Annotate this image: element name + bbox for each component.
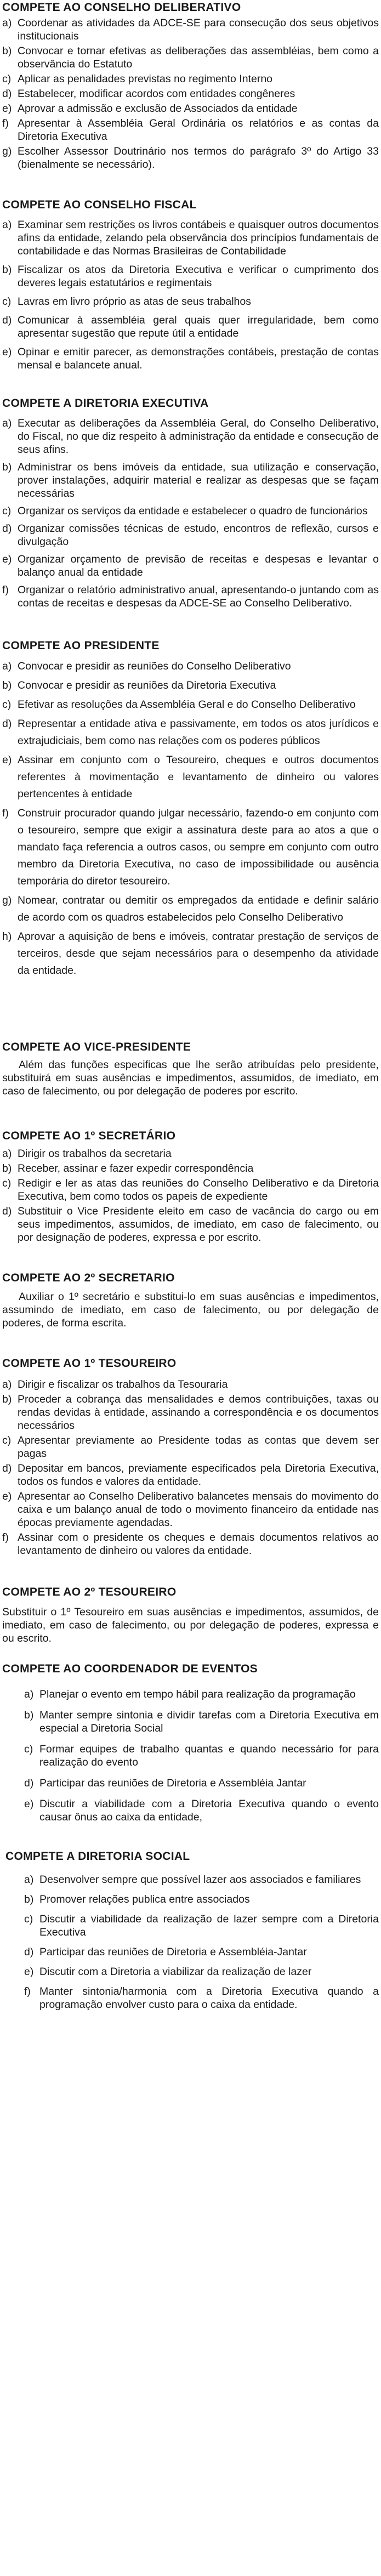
list-item — [2, 504, 379, 518]
section-primeiro-tesoureiro — [2, 1357, 379, 1557]
list-item — [2, 892, 379, 926]
item-text: Proceder a cobrança das mensalidades e demos contribuições, taxas ou rendas devidas à entidade, assinando a correspondência e os documentos necessários — [18, 1393, 379, 1432]
item-label: d) — [2, 1462, 12, 1474]
list-item — [2, 117, 379, 143]
list-item — [2, 553, 379, 579]
item-label: a) — [2, 660, 12, 672]
item-label: e) — [2, 103, 12, 115]
section-title: COMPETE AO 2º SECRETARIO — [2, 1272, 175, 1284]
item-text: Discutir com a Diretoria a viabilizar da realização de lazer — [39, 1966, 312, 1978]
list-item — [2, 696, 379, 713]
item-text: Construir procurador quando julgar necessário, fazendo-o em conjunto com o tesoureiro, sempre que exigir a assinatura deste para ao atos a que o mandato faça referencia a outros casos, ou sempre em conjunto com outro membro da Diretoria Executiva, no caso de impossibilidade ou ausência temporária do diretor tesoureiro. — [18, 807, 379, 887]
list-item — [2, 417, 379, 456]
item-label: f) — [2, 1531, 9, 1544]
section-coordenador-eventos — [2, 1663, 379, 1824]
list-item — [2, 1147, 379, 1160]
item-label: f) — [2, 117, 9, 129]
item-label: a) — [24, 1874, 34, 1886]
item-text: Escolher Assessor Doutrinário nos termos do parágrafo 3º do Artigo 33 (bienalmente se necessário). — [18, 145, 379, 171]
list-item — [2, 1965, 379, 1978]
item-label: e) — [24, 1798, 34, 1810]
section-title: COMPETE AO PRESIDENTE — [2, 639, 160, 652]
list-item — [2, 345, 379, 372]
list-item — [2, 1709, 379, 1735]
item-text: Opinar e emitir parecer, as demonstrações contábeis, prestação de contas mensal e balancete anual. — [18, 346, 379, 371]
item-label: b) — [2, 461, 12, 473]
item-label: g) — [2, 894, 12, 906]
section-diretoria-executiva — [2, 397, 379, 610]
item-label: d) — [24, 1777, 34, 1789]
item-label: b) — [2, 1162, 12, 1174]
section-primeiro-secretario — [2, 1130, 379, 1244]
list-item — [2, 16, 379, 43]
item-label: a) — [2, 17, 12, 29]
item-text: Substituir o Vice Presidente eleito em caso de vacância do cargo ou em seus impedimentos, assumidos, de imediato, em caso de falecimento, ou por designação de poderes, expressa e por escrito. — [18, 1205, 379, 1244]
list-item — [2, 263, 379, 290]
item-label: d) — [2, 523, 12, 535]
item-label: e) — [2, 346, 12, 358]
list-item — [2, 1162, 379, 1175]
item-text: Participar das reuniões de Diretoria e Assembléia-Jantar — [39, 1946, 307, 1958]
item-text: Receber, assinar e fazer expedir correspondência — [18, 1162, 254, 1174]
item-text: Depositar em bancos, previamente especificados pela Diretoria Executiva, todos os fundos e valores da entidade. — [18, 1462, 379, 1488]
item-label: a) — [2, 417, 12, 429]
item-text: Desenvolver sempre que possível lazer aos associados e familiares — [39, 1874, 361, 1886]
item-label: c) — [2, 1434, 12, 1446]
item-text: Examinar sem restrições os livros contábeis e quaisquer outros documentos afins da entidade, zelando pela observância dos princípios fundamentais de contabilidade e das Normas Brasileiras de Contabilidade — [18, 219, 379, 257]
section-diretoria-social — [2, 1850, 379, 2011]
item-label: b) — [2, 679, 12, 691]
list-item — [2, 716, 379, 750]
item-label: d) — [2, 1205, 12, 1217]
item-label: b) — [2, 45, 12, 57]
section-conselho-deliberativo — [2, 1, 379, 171]
item-label: d) — [2, 314, 12, 326]
item-text: Efetivar as resoluções da Assembléia Geral e do Conselho Deliberativo — [18, 699, 356, 711]
item-text: Manter sempre sintonia e dividir tarefas com a Diretoria Executiva em especial a Diretoria Social — [39, 1709, 379, 1734]
section-paragraph: Além das funções especificas que lhe serão atribuídas pelo presidente, substituirá em suas ausências e impedimentos, assumidos, de imediato, em caso de falecimento, ou por delegação de poderes por escrito. — [2, 1059, 379, 1097]
item-text: Discutir a viabilidade com a Diretoria Executiva quando o evento causar ônus ao caixa da entidade, — [39, 1798, 379, 1823]
item-label: e) — [2, 1490, 12, 1502]
item-label: f) — [2, 807, 9, 819]
item-label: c) — [2, 296, 12, 308]
item-label: h) — [2, 930, 12, 943]
section-paragraph: Auxiliar o 1º secretário e substitui-lo em suas ausências e impedimentos, assumindo de imediato, em caso de falecimento, ou por delegação de poderes, de forma escrita. — [2, 1291, 379, 1329]
item-text: Manter sintonia/harmonia com a Diretoria Executiva quando a programação envolver custo para o caixa da entidade. — [39, 1985, 379, 2011]
list-item — [2, 1205, 379, 1244]
item-text: Nomear, contratar ou demitir os empregados da entidade e definir salário de acordo com os quadros estabelecidos pelo Conselho Deliberativo — [18, 894, 379, 923]
item-text: Organizar comissões técnicas de estudo, encontros de reflexão, cursos e divulgação — [18, 523, 379, 548]
item-text: Apresentar previamente ao Presidente todas as contas que devem ser pagas — [18, 1434, 379, 1460]
item-label: d) — [24, 1946, 34, 1958]
list-item — [2, 1797, 379, 1824]
item-text: Formar equipes de trabalho quantas e quando necessário for para realização do evento — [39, 1743, 379, 1768]
item-text: Assinar com o presidente os cheques e demais documentos relativos ao levantamento de dinheiro ou valores da entidade. — [18, 1531, 379, 1557]
item-label: d) — [2, 718, 12, 730]
list-item — [2, 1945, 379, 1959]
list-item — [2, 1434, 379, 1460]
item-label: a) — [2, 219, 12, 231]
list-item — [2, 583, 379, 610]
item-label: a) — [2, 1148, 12, 1160]
item-label: c) — [2, 699, 12, 711]
section-segundo-tesoureiro — [2, 1586, 379, 1645]
list-item — [2, 1393, 379, 1432]
item-text: Estabelecer, modificar acordos com entidades congêneres — [18, 88, 295, 100]
list-item — [2, 102, 379, 115]
section-title: COMPETE A DIRETORIA SOCIAL — [5, 1850, 190, 1863]
item-text: Organizar os serviços da entidade e estabelecer o quadro de funcionários — [18, 505, 368, 517]
list-item — [2, 1177, 379, 1203]
list-item — [2, 1743, 379, 1769]
section-paragraph: Substituir o 1º Tesoureiro em suas ausências e impedimentos, assumidos, de imediato, em caso de falecimento, ou por delegação de poderes, expressa e ou escrito. — [2, 1606, 379, 1644]
item-text: Convocar e presidir as reuniões do Conselho Deliberativo — [18, 660, 291, 672]
item-text: Organizar o relatório administrativo anual, apresentando-o juntando com as contas de receitas e despesas da ADCE-SE ao Conselho Deliberativo. — [18, 584, 379, 609]
item-text: Apresentar à Assembléia Geral Ordinária os relatórios e as contas da Diretoria Executiva — [18, 117, 379, 143]
item-label: a) — [2, 1378, 12, 1391]
item-text: Dirigir os trabalhos da secretaria — [18, 1148, 172, 1160]
section-title: COMPETE AO COORDENADOR DE EVENTOS — [2, 1663, 258, 1675]
item-text: Executar as deliberações da Assembléia Geral, do Conselho Deliberativo, do Fiscal, no que diz respeito à administração da entidade e consecução de seus afins. — [18, 417, 379, 456]
item-text: Lavras em livro próprio as atas de seus trabalhos — [18, 296, 251, 308]
item-text: Promover relações publica entre associados — [39, 1893, 250, 1905]
item-text: Aplicar as penalidades previstas no regimento Interno — [18, 73, 273, 85]
section-conselho-fiscal — [2, 198, 379, 372]
item-label: e) — [2, 754, 12, 766]
list-item — [2, 805, 379, 890]
item-label: b) — [24, 1709, 34, 1721]
list-item — [2, 1490, 379, 1529]
list-item — [2, 145, 379, 171]
item-text: Assinar em conjunto com o Tesoureiro, cheques e outros documentos referentes à movimentação e levantamento de dinheiro ou valores pertencentes à entidade — [18, 754, 379, 800]
item-text: Comunicar à assembléia geral quais quer irregularidade, bem como apresentar sugestão que repute útil a entidade — [18, 314, 379, 339]
list-item — [2, 752, 379, 803]
item-label: d) — [2, 88, 12, 100]
list-item — [2, 1873, 379, 1886]
item-text: Redigir e ler as atas das reuniões do Conselho Deliberativo e da Diretoria Executiva, bem como todos os papeis de expediente — [18, 1177, 379, 1202]
section-title: COMPETE AO 1º TESOUREIRO — [2, 1357, 177, 1370]
list-item — [2, 44, 379, 71]
list-item — [2, 87, 379, 100]
item-label: c) — [24, 1913, 33, 1925]
list-item — [2, 677, 379, 694]
list-item — [2, 1378, 379, 1391]
item-text: Organizar orçamento de previsão de receitas e despesas e levantar o balanço anual da entidade — [18, 553, 379, 578]
item-text: Aprovar a admissão e exclusão de Associados da entidade — [18, 103, 298, 115]
list-item — [2, 72, 379, 86]
item-text: Dirigir e fiscalizar os trabalhos da Tesouraria — [18, 1378, 228, 1391]
section-title: COMPETE AO CONSELHO DELIBERATIVO — [2, 1, 241, 14]
item-text: Administrar os bens imóveis da entidade, sua utilização e conservação, prover instalações, adquirir material e realizar as despesas que se façam necessárias — [18, 461, 379, 500]
list-item — [2, 1777, 379, 1790]
item-text: Discutir a viabilidade da realização de lazer sempre com a Diretoria Executiva — [39, 1913, 379, 1938]
list-item — [2, 218, 379, 258]
item-label: c) — [24, 1743, 33, 1755]
item-label: b) — [2, 264, 12, 276]
section-title: COMPETE A DIRETORIA EXECUTIVA — [2, 397, 209, 410]
list-item — [2, 314, 379, 340]
item-text: Representar a entidade ativa e passivamente, em todos os atos jurídicos e extrajudiciais, bem como nas relações com os poderes públicos — [18, 718, 379, 747]
list-item — [2, 1531, 379, 1557]
item-label: b) — [2, 1393, 12, 1405]
item-text: Convocar e tornar efetivas as deliberações das assembléias, bem como a observância do Estatuto — [18, 45, 379, 70]
item-label: c) — [2, 505, 12, 517]
item-label: b) — [24, 1893, 34, 1905]
section-title: COMPETE AO VICE-PRESIDENTE — [2, 1041, 191, 1053]
item-text: Participar das reuniões de Diretoria e Assembléia Jantar — [39, 1777, 306, 1789]
section-title: COMPETE AO CONSELHO FISCAL — [2, 198, 197, 211]
section-vice-presidente — [2, 1041, 379, 1098]
section-segundo-secretario — [2, 1272, 379, 1330]
section-title: COMPETE AO 2º TESOUREIRO — [2, 1586, 177, 1598]
list-item — [2, 295, 379, 308]
section-title: COMPETE AO 1º SECRETÁRIO — [2, 1130, 176, 1142]
item-label: e) — [2, 553, 12, 565]
item-text: Planejar o evento em tempo hábil para realização da programação — [39, 1688, 356, 1700]
section-presidente — [2, 639, 379, 979]
item-text: Coordenar as atividades da ADCE-SE para consecução dos seus objetivos institucionais — [18, 17, 379, 42]
list-item — [2, 1688, 379, 1701]
item-text: Convocar e presidir as reuniões da Diretoria Executiva — [18, 679, 276, 691]
list-item — [2, 1893, 379, 1906]
item-label: a) — [24, 1688, 34, 1700]
item-text: Apresentar ao Conselho Deliberativo balancetes mensais do movimento do caixa e um balanço anual de todo o movimento financeiro da entidade nas épocas previamente agendadas. — [18, 1490, 379, 1529]
item-label: e) — [24, 1966, 34, 1978]
item-label: f) — [2, 584, 9, 596]
item-text: Fiscalizar os atos da Diretoria Executiva e verificar o cumprimento dos deveres legais estatutários e regimentais — [18, 264, 379, 289]
item-label: g) — [2, 145, 12, 157]
list-item — [2, 1462, 379, 1488]
list-item — [2, 522, 379, 548]
item-label: f) — [24, 1985, 31, 1998]
item-label: c) — [2, 73, 12, 85]
list-item — [2, 928, 379, 979]
item-label: c) — [2, 1177, 12, 1189]
list-item — [2, 1913, 379, 1939]
list-item — [2, 1985, 379, 2011]
item-text: Aprovar a aquisição de bens e imóveis, contratar prestação de serviços de terceiros, desde que sejam necessários para o desempenho da atividade da entidade. — [18, 930, 379, 977]
list-item — [2, 658, 379, 675]
list-item — [2, 461, 379, 500]
